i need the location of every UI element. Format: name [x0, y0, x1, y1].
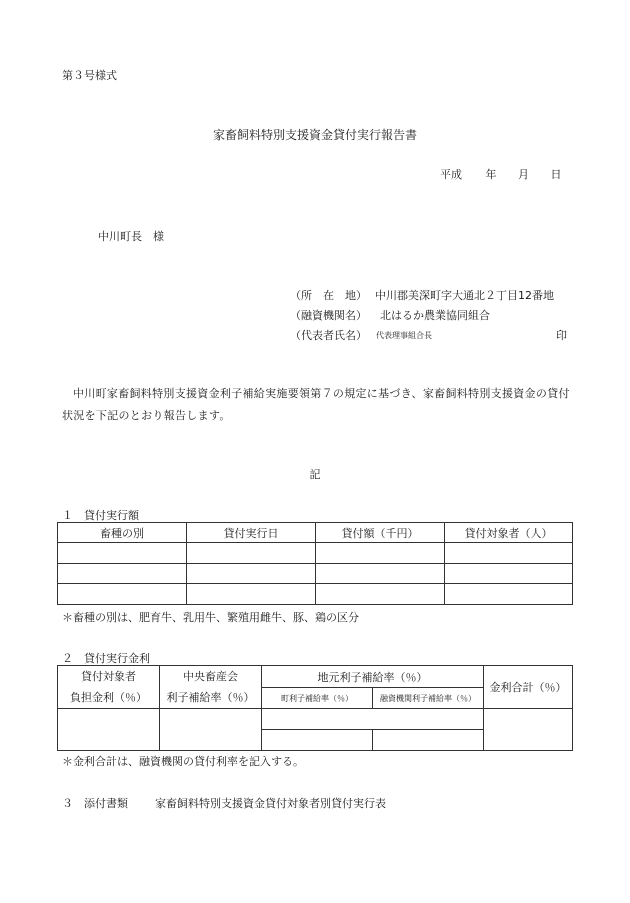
body-paragraph: 中川町家畜飼料特別支援資金利子補給実施要領第７の規定に基づき、家畜飼料特別支援資金の貸付状況を下記のとおり報告します。: [62, 387, 570, 422]
form-number: 第３号様式: [62, 69, 117, 82]
table-cell: [445, 564, 573, 584]
section3-heading: ３ 添付書類: [62, 797, 128, 810]
bank-rate-header: 融資機関利子補給率（％）: [373, 688, 484, 709]
table-cell: [58, 564, 187, 584]
local-rate-header: 地元利子補給率（％）: [262, 666, 484, 688]
addressee: 中川町長 様: [98, 230, 164, 243]
section3-value: 家畜飼料特別支援資金貸付対象者別貸付実行表: [155, 797, 386, 810]
section1-note: ＊畜種の別は、肥育牛、乳用牛、繁殖用雌牛、豚、鶏の区分: [62, 611, 359, 624]
total-rate-header: 金利合計（％）: [484, 666, 573, 709]
document-title: 家畜飼料特別支援資金貸付実行報告書: [212, 128, 417, 142]
town-rate-header: 町利子補給率（％）: [262, 688, 373, 709]
rep-value: 代表理事組合長: [376, 331, 432, 340]
date-day: 日: [550, 168, 562, 181]
table-cell: [262, 709, 484, 730]
section1-heading: １ 貸付実行額: [62, 509, 139, 522]
table-cell: [445, 543, 573, 564]
table-cell: [316, 584, 445, 605]
section2-heading: ２ 貸付実行金利: [62, 652, 150, 665]
header-line: 負担金利（％）: [70, 691, 147, 704]
borrower-rate-header: [58, 666, 160, 709]
date-line: [440, 166, 562, 182]
loan-amount-table: [57, 522, 573, 605]
table-cell: [445, 584, 573, 605]
seal-mark: 印: [556, 329, 567, 342]
org-value: 北はるか農業協同組合: [380, 309, 490, 322]
section2-note: ＊金利合計は、融資機関の貸付利率を記入する。: [62, 755, 304, 768]
header-line: 中央畜産会: [183, 670, 238, 683]
table-row: [58, 543, 573, 564]
table-header-row: [58, 523, 573, 543]
table-cell: [187, 584, 316, 605]
rep-label: （代表者氏名）: [290, 329, 367, 342]
address-label: （所 在 地）: [290, 289, 367, 302]
date-year: 年: [485, 168, 497, 181]
table-cell: [262, 730, 373, 751]
table-cell: [316, 564, 445, 584]
table-row: [58, 564, 573, 584]
table-header-row: [58, 666, 573, 688]
header-cell: 貸付実行日: [187, 523, 316, 543]
interest-rate-table: [57, 665, 573, 751]
table-cell: [373, 730, 484, 751]
date-era: 平成: [440, 168, 462, 181]
header-cell: 畜種の別: [58, 523, 187, 543]
table-cell: [58, 709, 160, 751]
header-line: 利子補給率（％）: [166, 691, 255, 704]
table-cell: [58, 584, 187, 605]
table-cell: [58, 543, 187, 564]
table-row: [58, 709, 573, 730]
table-cell: [484, 709, 573, 751]
table-cell: [187, 564, 316, 584]
central-rate-header: [160, 666, 262, 709]
header-cell: 貸付額（千円）: [316, 523, 445, 543]
ki-marker: 記: [309, 468, 321, 481]
table-cell: [187, 543, 316, 564]
address-value: 中川郡美深町字大通北２丁目12番地: [375, 289, 554, 302]
table-cell: [160, 709, 262, 751]
table-row: [58, 584, 573, 605]
header-line: 貸付対象者: [81, 670, 136, 683]
date-month: 月: [518, 168, 529, 181]
header-cell: 貸付対象者（人）: [445, 523, 573, 543]
org-label: （融資機関名）: [290, 309, 367, 322]
table-cell: [316, 543, 445, 564]
